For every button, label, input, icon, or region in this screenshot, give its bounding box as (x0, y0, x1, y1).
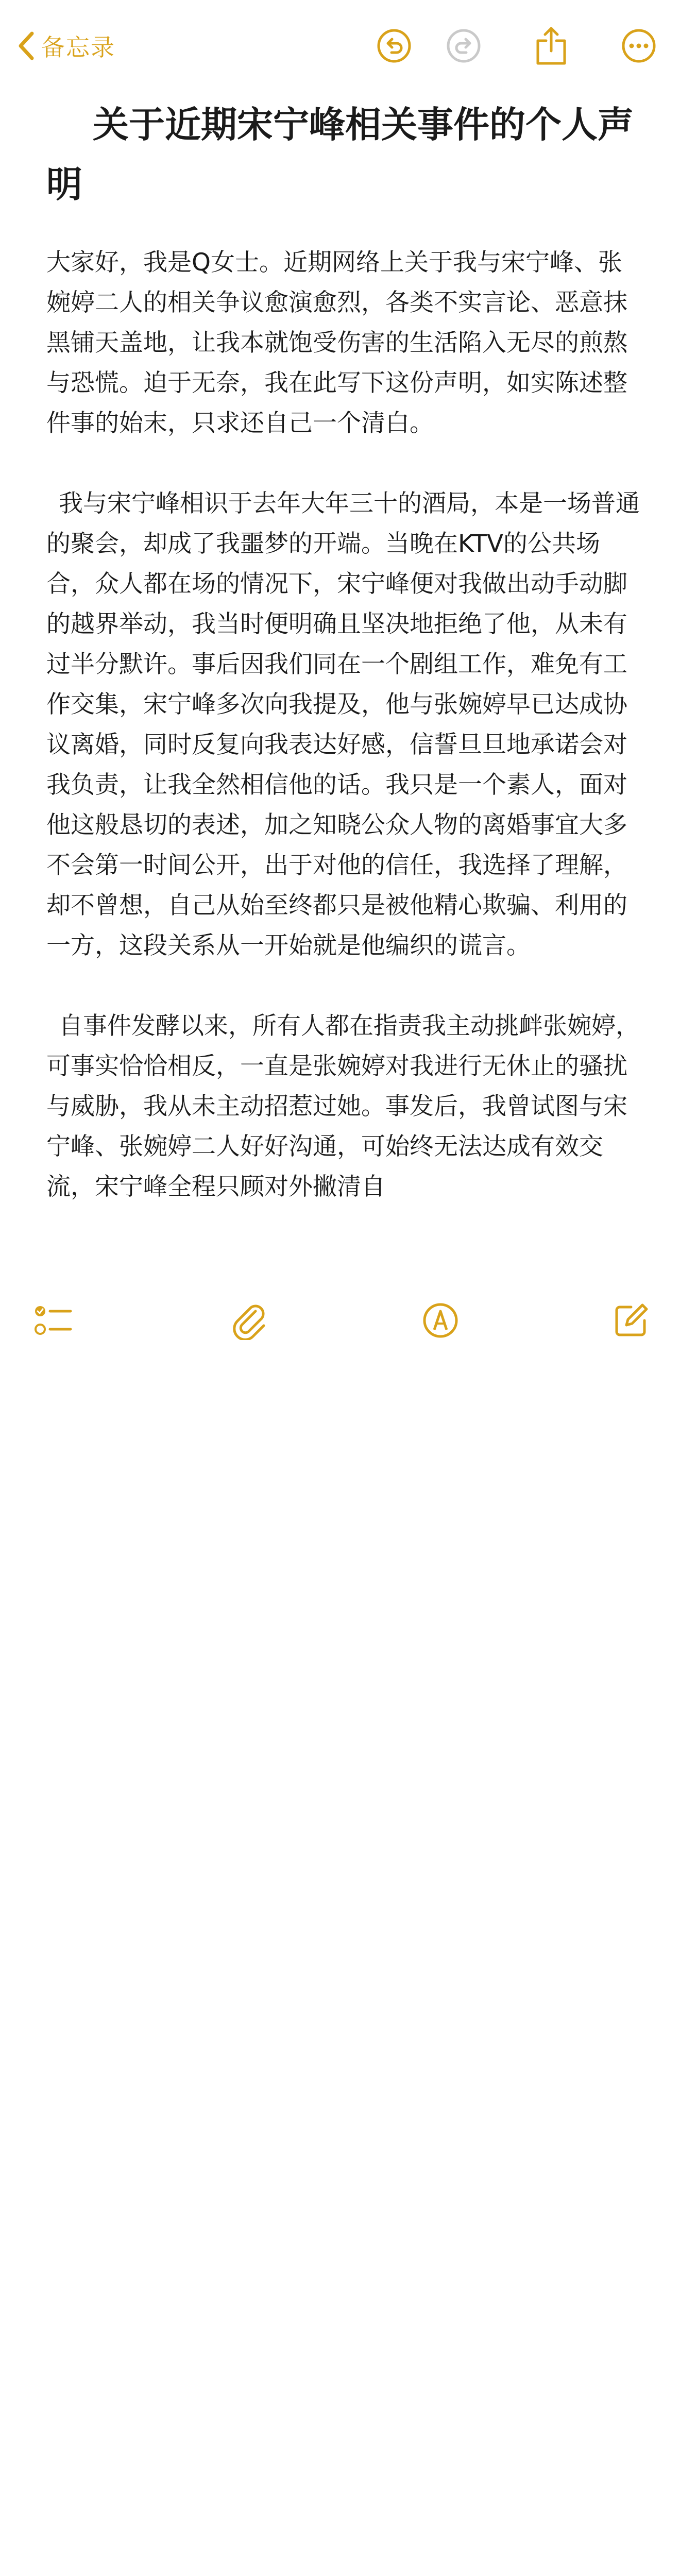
checklist-button[interactable] (30, 1297, 76, 1344)
note-body[interactable] (46, 243, 644, 1247)
note-paragraph[interactable]: 大家好，我是Q女士。近期网络上关于我与宋宁峰、张婉婷二人的相关争议愈演愈烈，各类不实言论、恶意抹黑铺天盖地，让我本就饱受伤害的生活陷入无尽的煎熬与恐慌。迫于无奈，我在此写下这份声明，如实陈述整件事的始末，只求还自己一个清白。 (46, 248, 627, 437)
back-label: 备忘录 (41, 33, 115, 61)
paperclip-icon (232, 1301, 268, 1340)
attachment-button[interactable] (227, 1297, 273, 1344)
note-paragraph[interactable]: 我与宋宁峰相识于去年大年三十的酒局，本是一场普通的聚会，却成了我噩梦的开端。当晚在KTV的公共场合，众人都在场的情况下，宋宁峰便对我做出动手动脚的越界举动，我当时便明确且坚决地拒绝了他，从未有过半分默许。事后因我们同在一个剧组工作，难免有工作交集，宋宁峰多次向我提及，他与张婉婷早已达成协议离婚，同时反复向我表达好感，信誓旦旦地承诺会对我负责，让我全然相信他的话。我只是一个素人，面对他这般恳切的表述，加之知晓公众人物的离婚事宜大多不会第一时间公开，出于对他的信任，我选择了理解，却不曾想，自己从始至终都只是被他精心欺骗、利用的一方，这段关系从一开始就是他编织的谎言。 (46, 489, 640, 960)
note-editor[interactable] (0, 91, 680, 1278)
more-button[interactable] (616, 23, 662, 69)
more-icon (621, 28, 657, 64)
undo-button[interactable] (371, 23, 417, 69)
redo-button[interactable] (440, 23, 487, 69)
note-title[interactable]: 关于近期宋宁峰相关事件的个人声明 (46, 104, 634, 206)
note-paragraph[interactable]: 自事件发酵以来，所有人都在指责我主动挑衅张婉婷，可事实恰恰相反，一直是张婉婷对我进行无休止的骚扰与威胁，我从未主动招惹过她。事发后，我曾试图与宋宁峰、张婉婷二人好好沟通，可始终无法达成有效交流，宋宁峰全程只顾对外撇清自 (46, 1012, 640, 1201)
back-button[interactable] (18, 23, 115, 69)
undo-icon (376, 28, 412, 64)
chevron-left-icon (18, 30, 35, 61)
share-icon (535, 26, 568, 65)
checklist-icon (33, 1302, 73, 1338)
redo-icon (446, 28, 482, 64)
bottom-toolbar (0, 1278, 680, 1368)
new-note-button[interactable] (608, 1297, 654, 1344)
markup-button[interactable] (417, 1297, 464, 1344)
navigation-bar (0, 0, 680, 91)
share-button[interactable] (528, 23, 574, 69)
compose-icon (613, 1302, 650, 1339)
markup-pen-icon (422, 1302, 459, 1339)
